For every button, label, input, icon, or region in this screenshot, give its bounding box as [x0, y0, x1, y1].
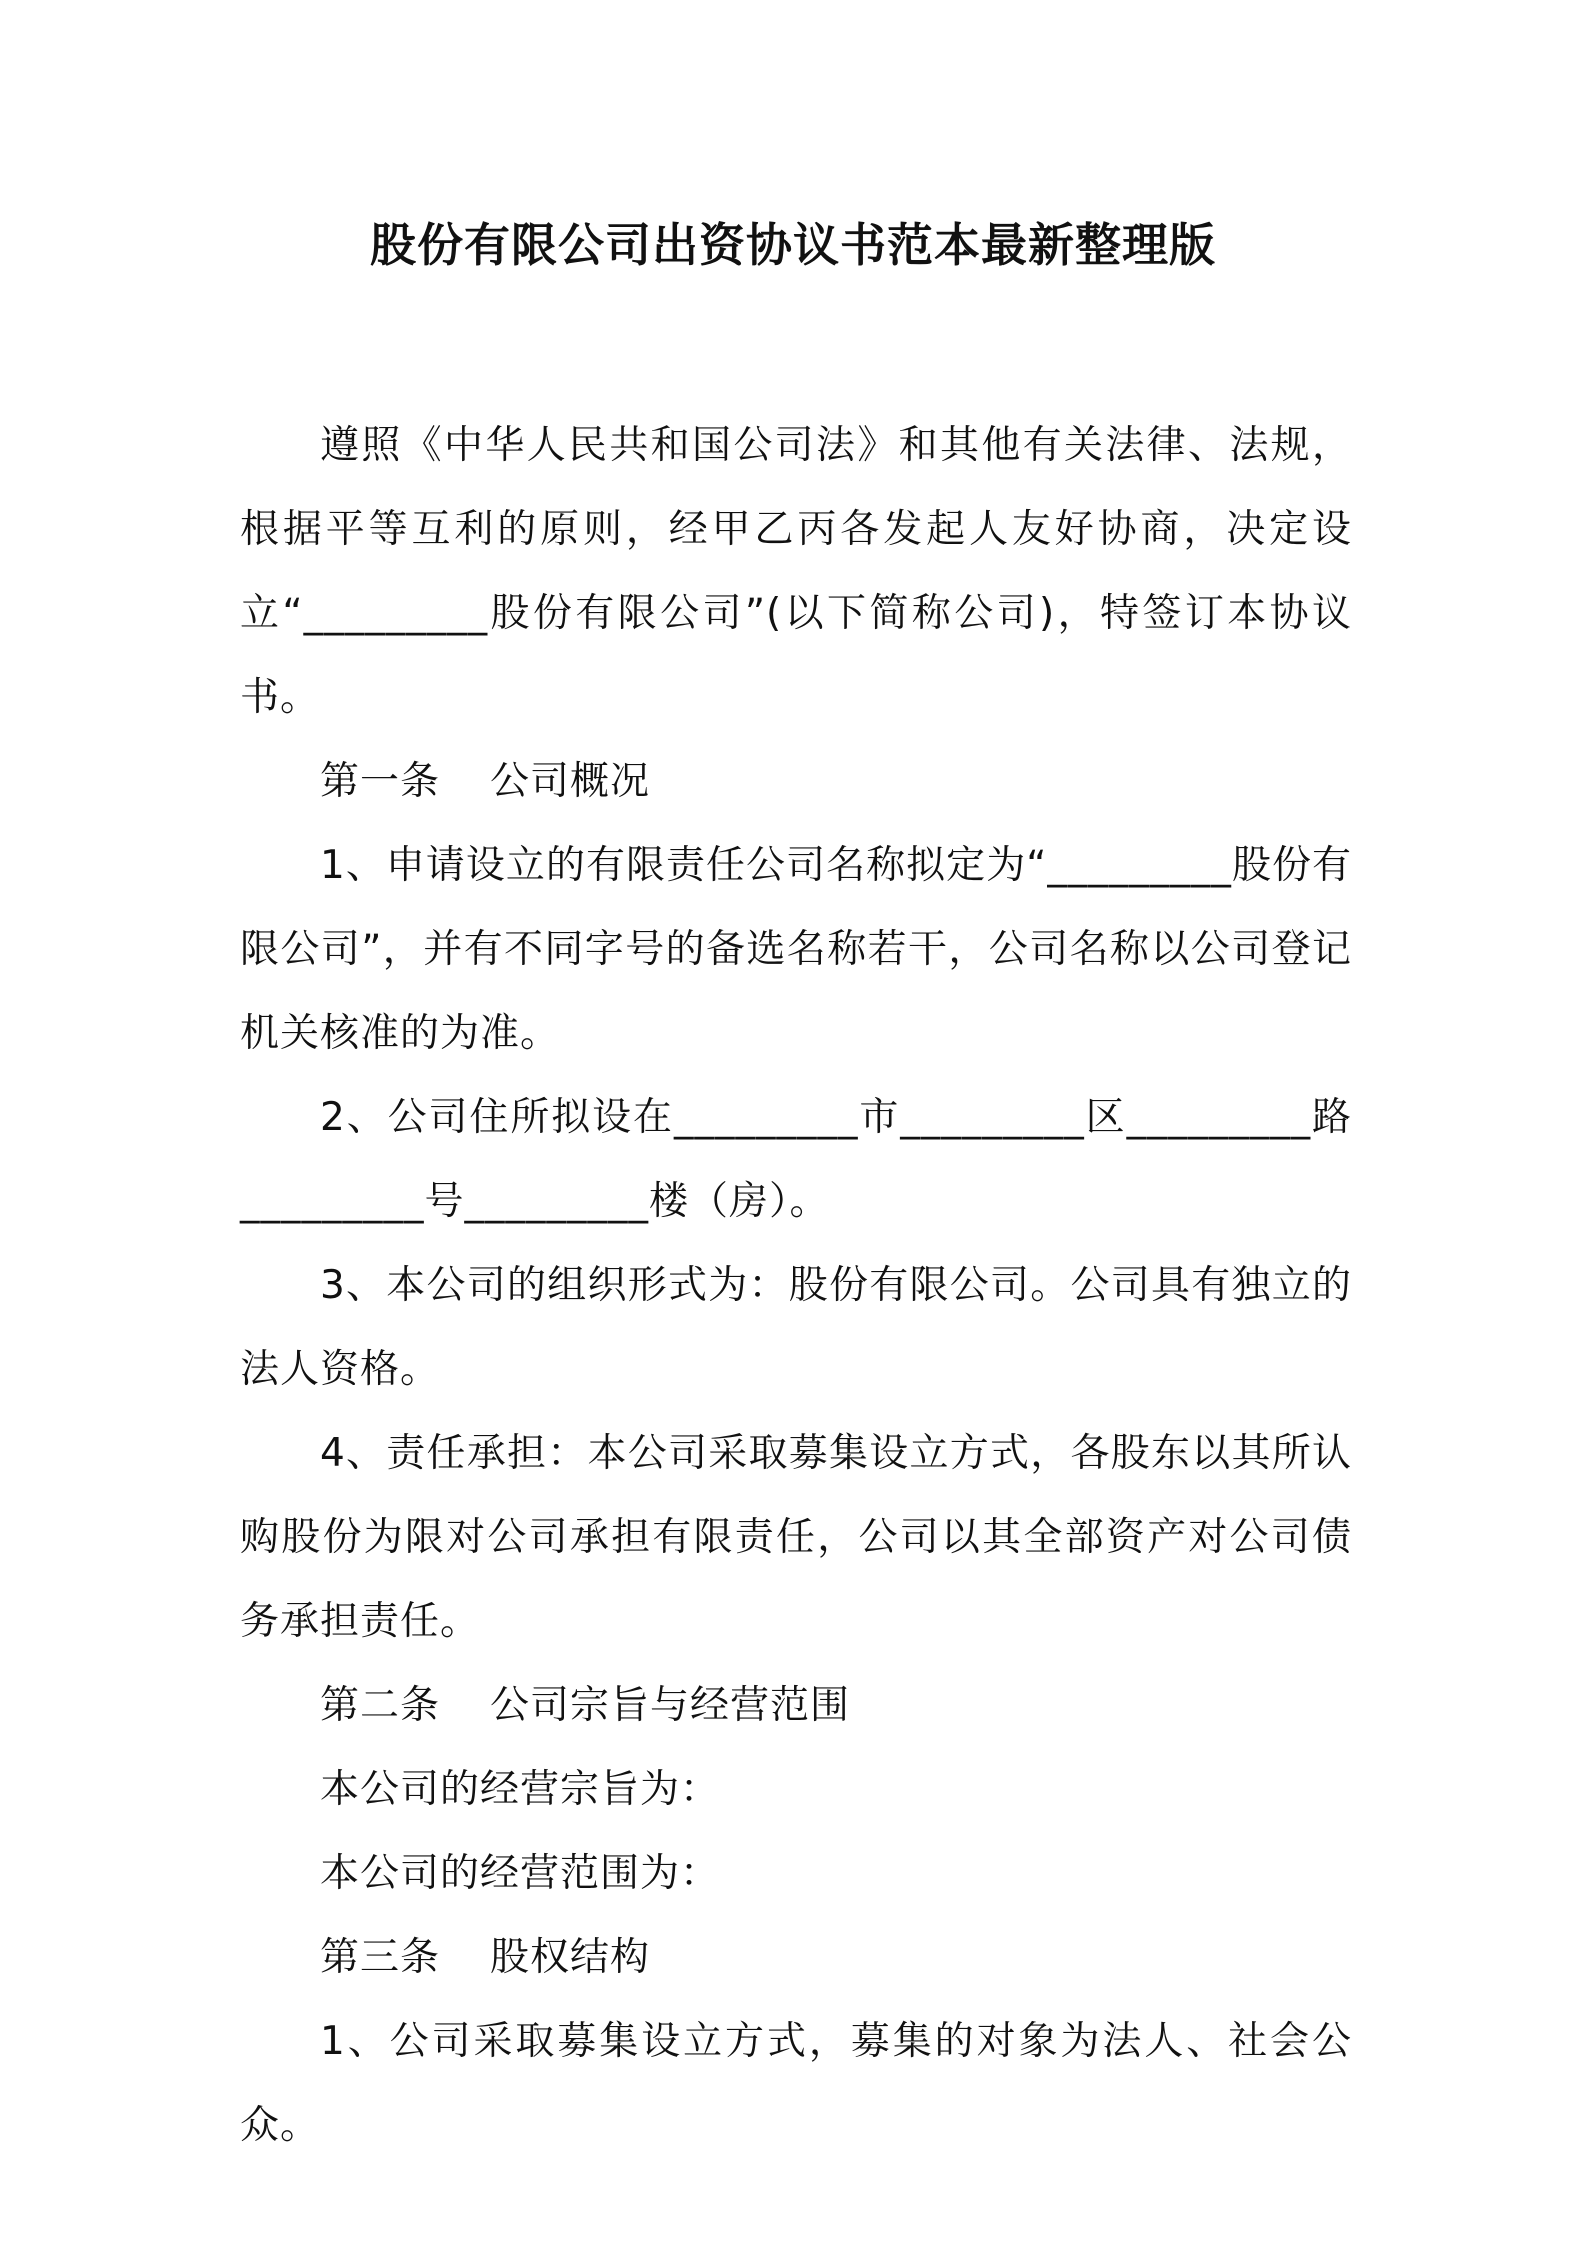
- article-3-number: 第三条: [320, 1935, 441, 1980]
- article-1-number: 第一条: [320, 759, 441, 804]
- article-2-heading: [240, 1664, 1352, 1748]
- article-1-item-2: 2、公司住所拟设在_________市_________区_________路_________号_________楼（房）。: [240, 1095, 1352, 1224]
- article-2-number: 第二条: [320, 1683, 441, 1728]
- article-2-title: 公司宗旨与经营范围: [490, 1683, 851, 1728]
- article-1-title: 公司概况: [490, 759, 651, 804]
- article-1-heading: [240, 740, 1352, 824]
- preamble-paragraph: 遵照《中华人民共和国公司法》和其他有关法律、法规，根据平等互利的原则，经甲乙丙各发起人友好协商，决定设立“_________股份有限公司”(以下简称公司)，特签订本协议书。: [240, 423, 1352, 720]
- article-3-title: 股权结构: [490, 1935, 651, 1980]
- article-1-item-1: 1、申请设立的有限责任公司名称拟定为“_________股份有限公司”，并有不同字号的备选名称若干，公司名称以公司登记机关核准的为准。: [240, 843, 1352, 1056]
- article-2-scope: 本公司的经营范围为：: [320, 1851, 721, 1896]
- document-title: 股份有限公司出资协议书范本最新整理版: [370, 218, 1216, 272]
- article-1-item-4: 4、责任承担：本公司采取募集设立方式，各股东以其所认购股份为限对公司承担有限责任，公司以其全部资产对公司债务承担责任。: [240, 1431, 1352, 1644]
- article-2-purpose: 本公司的经营宗旨为：: [320, 1767, 721, 1812]
- article-1-item-3: 3、本公司的组织形式为：股份有限公司。公司具有独立的法人资格。: [240, 1263, 1352, 1392]
- document-body: [240, 404, 1352, 2168]
- article-3-heading: [240, 1916, 1352, 2000]
- article-3-item-1: 1、公司采取募集设立方式，募集的对象为法人、社会公众。: [240, 2019, 1352, 2148]
